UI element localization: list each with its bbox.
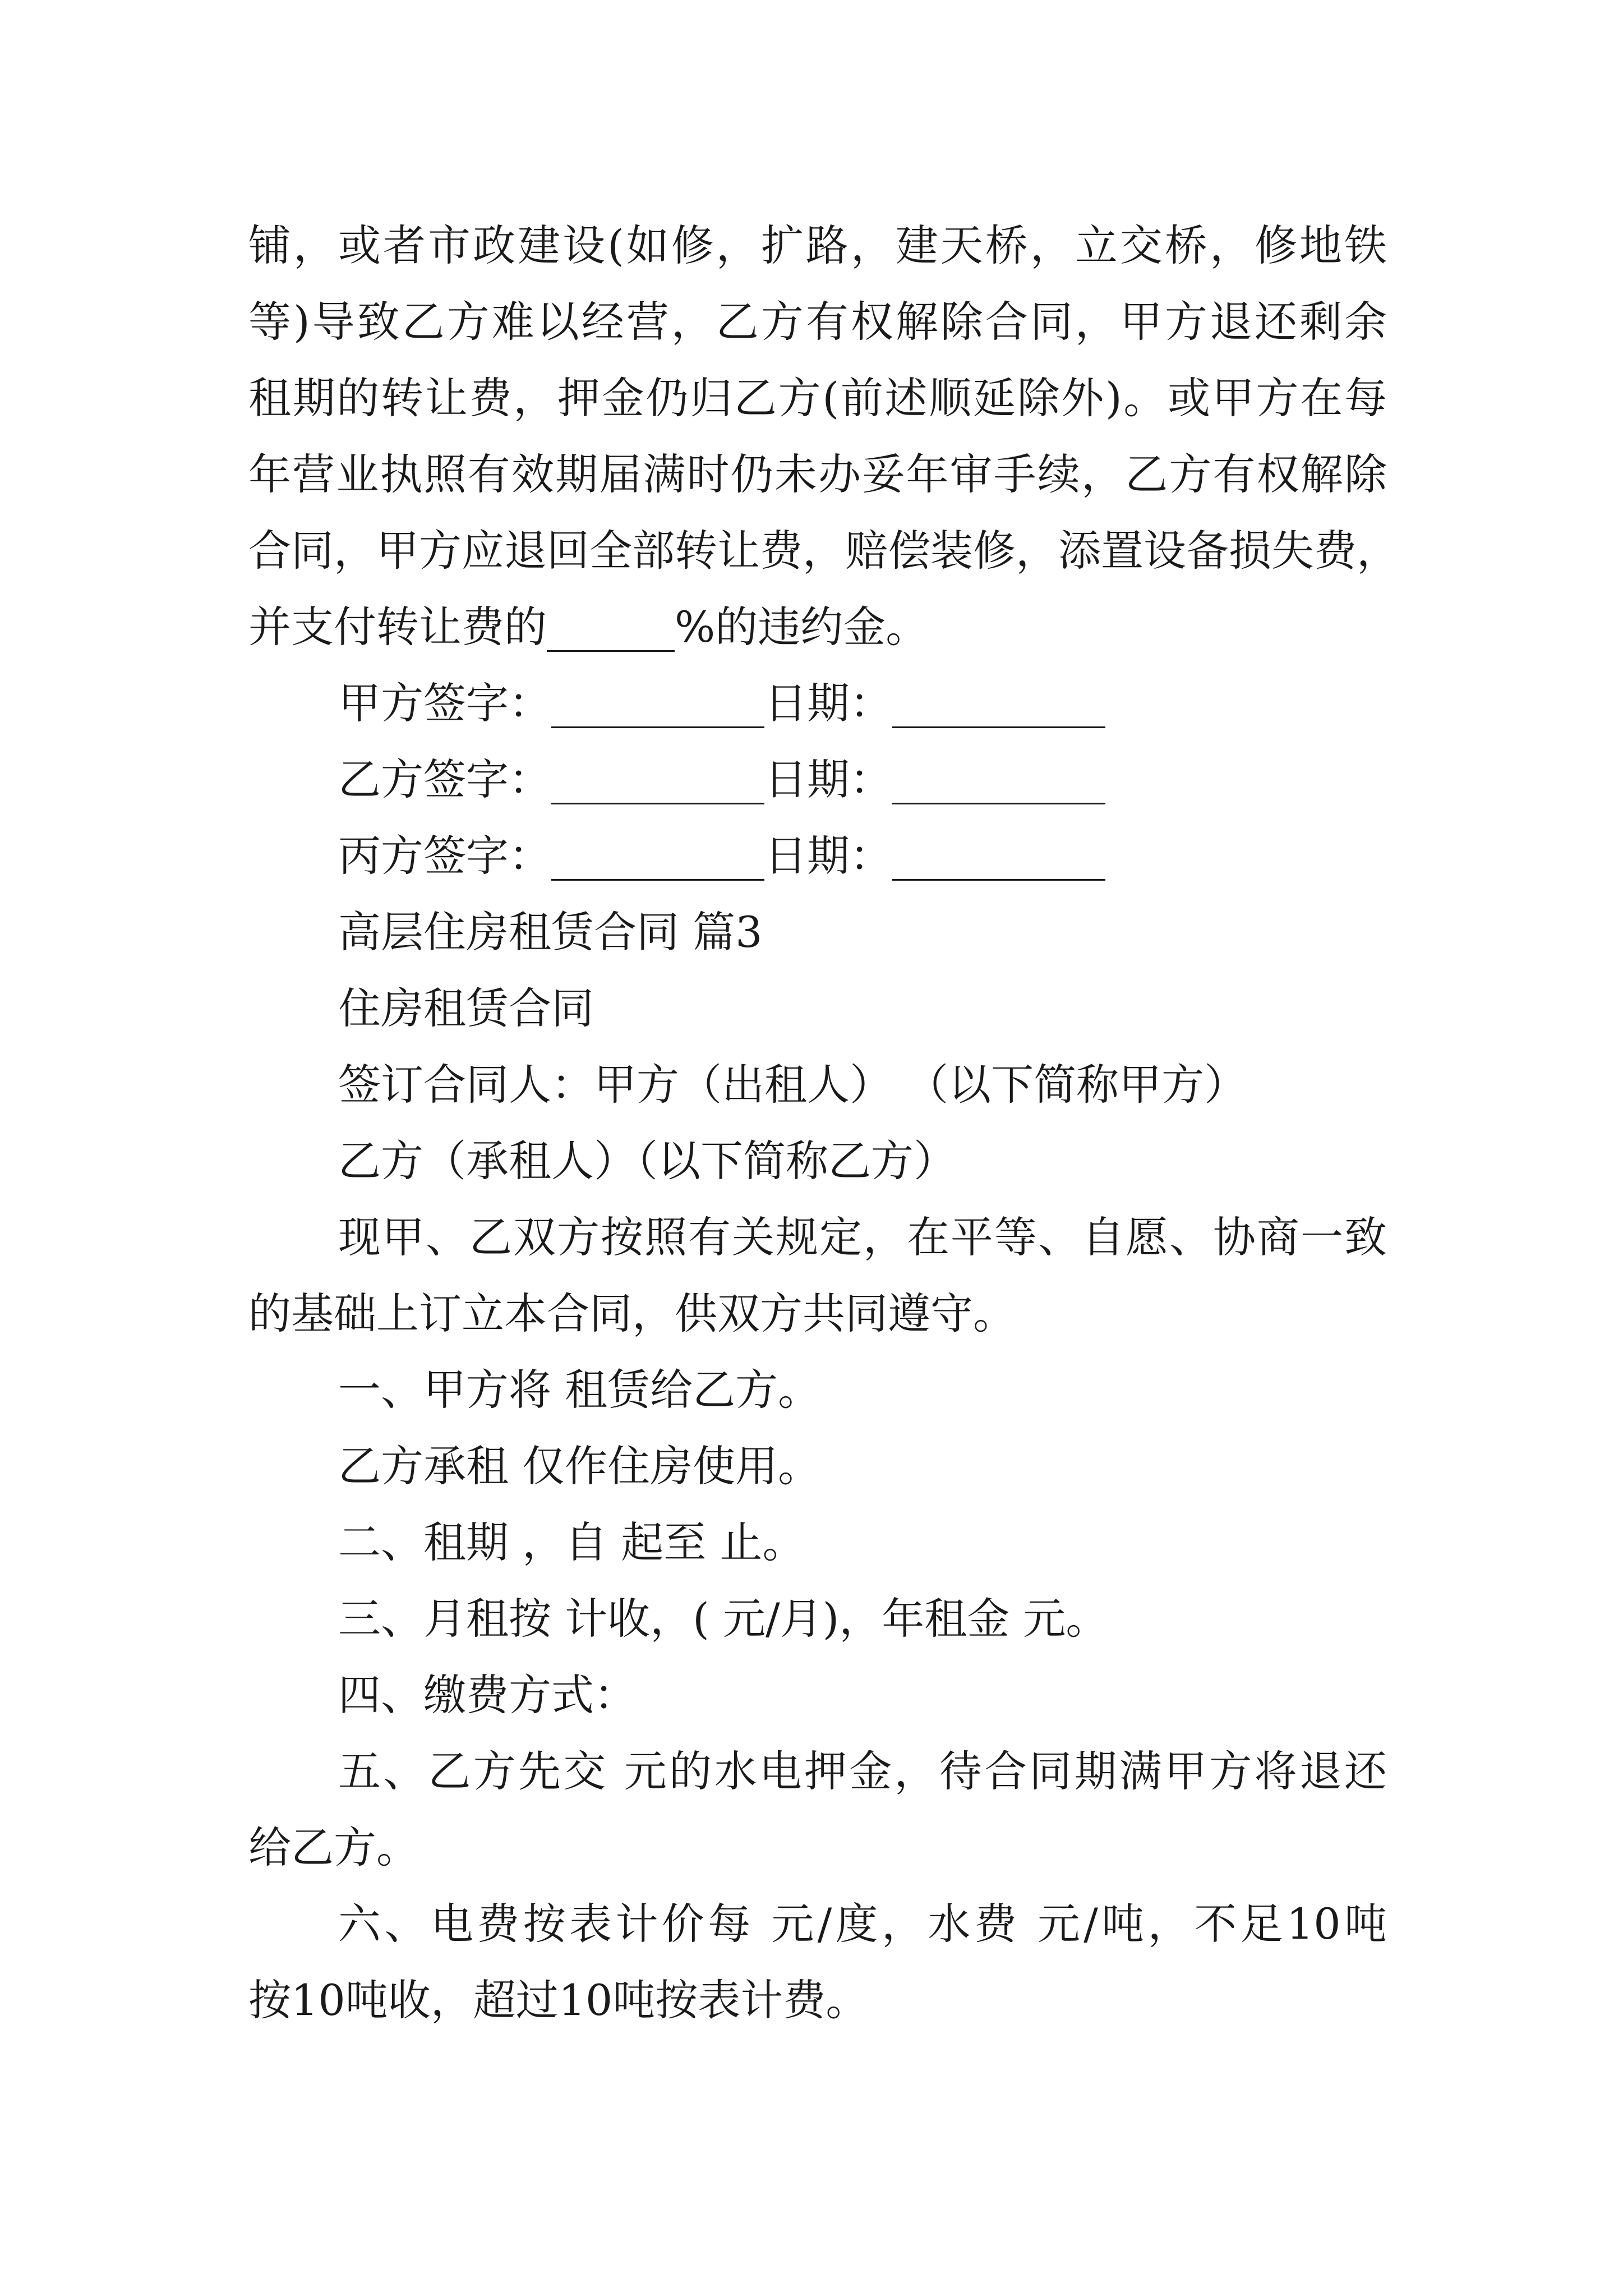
body-text-line: 的基础上订立本合同，供双方共同遵守。 [248,1289,1016,1338]
body-text-line: 等)导致乙方难以经营，乙方有权解除合同，甲方退还剩余 [248,297,1387,347]
signature-line-party-c: 丙方签字：__________日期：__________ [338,831,1105,881]
body-text-line: 合同，甲方应退回全部转让费，赔偿装修，添置设备损失费， [248,526,1399,576]
contract-title: 住房租赁合同 [338,983,594,1033]
clause-1-usage: 乙方承租 仅作住房使用。 [338,1441,821,1491]
signature-line-party-a: 甲方签字：__________日期：__________ [338,678,1105,728]
body-text-line: 年营业执照有效期届满时仍未办妥年审手续，乙方有权解除 [248,449,1387,499]
contract-party-b: 乙方（承租人）（以下简称乙方） [338,1136,956,1186]
clause-5-cont: 给乙方。 [248,1823,419,1872]
clause-6-cont: 按10吨收，超过10吨按表计费。 [248,1975,869,2025]
contract-party-a: 签订合同人：甲方（出租人） （以下简称甲方） [338,1060,1247,1110]
signature-line-party-b: 乙方签字：__________日期：__________ [338,754,1105,804]
clause-4: 四、缴费方式： [338,1670,637,1720]
clause-2: 二、租期 ，自 起至 止。 [338,1517,805,1567]
body-text-line: 现甲、乙双方按照有关规定，在平等、自愿、协商一致 [338,1212,1387,1262]
body-text-line: 并支付转让费的______%的违约金。 [248,602,929,652]
clause-6: 六、电费按表计价每 元/度，水费 元/吨，不足10吨 [338,1899,1387,1949]
body-text-line: 铺，或者市政建设(如修，扩路，建天桥，立交桥，修地铁 [248,220,1387,270]
clause-3: 三、月租按 计收，( 元/月)，年租金 元。 [338,1594,1109,1644]
body-text-line: 租期的转让费，押金仍归乙方(前述顺延除外)。或甲方在每 [248,373,1387,423]
section-heading: 高层住房租赁合同 篇3 [338,907,763,957]
clause-5: 五、乙方先交 元的水电押金，待合同期满甲方将退还 [338,1746,1387,1796]
clause-1: 一、甲方将 租赁给乙方。 [338,1365,821,1415]
